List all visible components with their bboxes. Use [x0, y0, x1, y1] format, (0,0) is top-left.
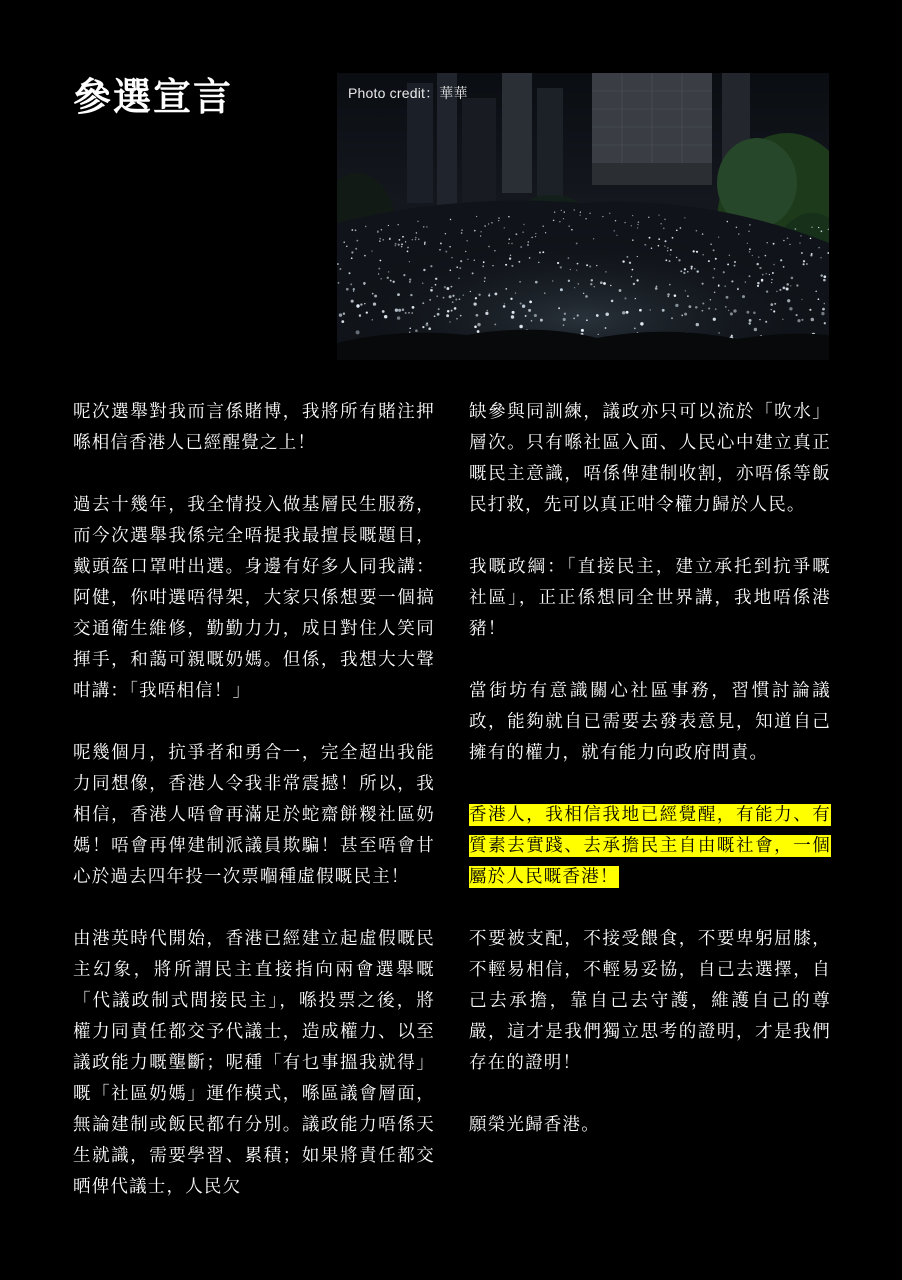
page-title: 參選宣言: [73, 74, 234, 119]
paragraph: 我嘅政綱：「直接民主，建立承托到抗爭嘅社區」，正正係想同全世界講，我地唔係港豬！: [469, 557, 831, 639]
closing-line: 願榮光歸香港。: [469, 1115, 600, 1135]
crowd-photo: [337, 73, 829, 360]
photo-credit: Photo credit：華華: [348, 85, 468, 101]
right-column: [469, 397, 831, 1172]
paragraph: 由港英時代開始，香港已經建立起虛假嘅民主幻象，將所謂民主直接指向兩會選舉嘅「代議政制式間接民主」，喺投票之後，將權力同責任都交予代議士，造成權力、以至議政能力嘅壟斷；呢種「有乜事搵我就得」嘅「社區奶媽」運作模式，喺區議會層面，無論建制或飯民都冇分別。議政能力唔係天生就識，需要學習、累積；如果將責任都交晒俾代議士，人民欠: [73, 929, 435, 1197]
paragraph: 過去十幾年，我全情投入做基層民生服務，而今次選舉我係完全唔提我最擅長嘅題目，戴頭盔口罩咁出選。身邊有好多人同我講：阿健，你咁選唔得架，大家只係想要一個搞交通衛生維修，勤勤力力，成日對住人笑同揮手，和藹可親嘅奶媽。但係，我想大大聲咁講：「我唔相信！」: [73, 495, 435, 701]
paragraph: 呢次選舉對我而言係賭博，我將所有賭注押喺相信香港人已經醒覺之上！: [73, 402, 435, 453]
paragraph: 缺參與同訓練，議政亦只可以流於「吹水」層次。只有喺社區入面、人民心中建立真正嘅民主意識，唔係俾建制收割，亦唔係等飯民打救，先可以真正咁令權力歸於人民。: [469, 402, 831, 515]
highlighted-text: 香港人，我相信我地已經覺醒，有能力、有質素去實踐、去承擔民主自由嘅社會，一個屬於人民嘅香港！: [469, 805, 831, 887]
paragraph: 呢幾個月，抗爭者和勇合一，完全超出我能力同想像，香港人令我非常震撼！所以，我相信，香港人唔會再滿足於蛇齋餅糉社區奶媽！唔會再俾建制派議員欺騙！甚至唔會甘心於過去四年投一次票嗰種虛假嘅民主！: [73, 743, 435, 887]
paragraph: 不要被支配，不接受餵食，不要卑躬屈膝，不輕易相信，不輕易妥協，自己去選擇，自己去承擔，靠自己去守護，維護自己的尊嚴，這才是我們獨立思考的證明，才是我們存在的證明！: [469, 929, 831, 1073]
paragraph: 當街坊有意識關心社區事務，習慣討論議政，能夠就自已需要去發表意見，知道自己擁有的權力，就有能力向政府問責。: [469, 681, 831, 763]
night-rally-image: [337, 73, 829, 360]
highlighted-statement: [469, 800, 831, 893]
left-column: [73, 397, 435, 1234]
